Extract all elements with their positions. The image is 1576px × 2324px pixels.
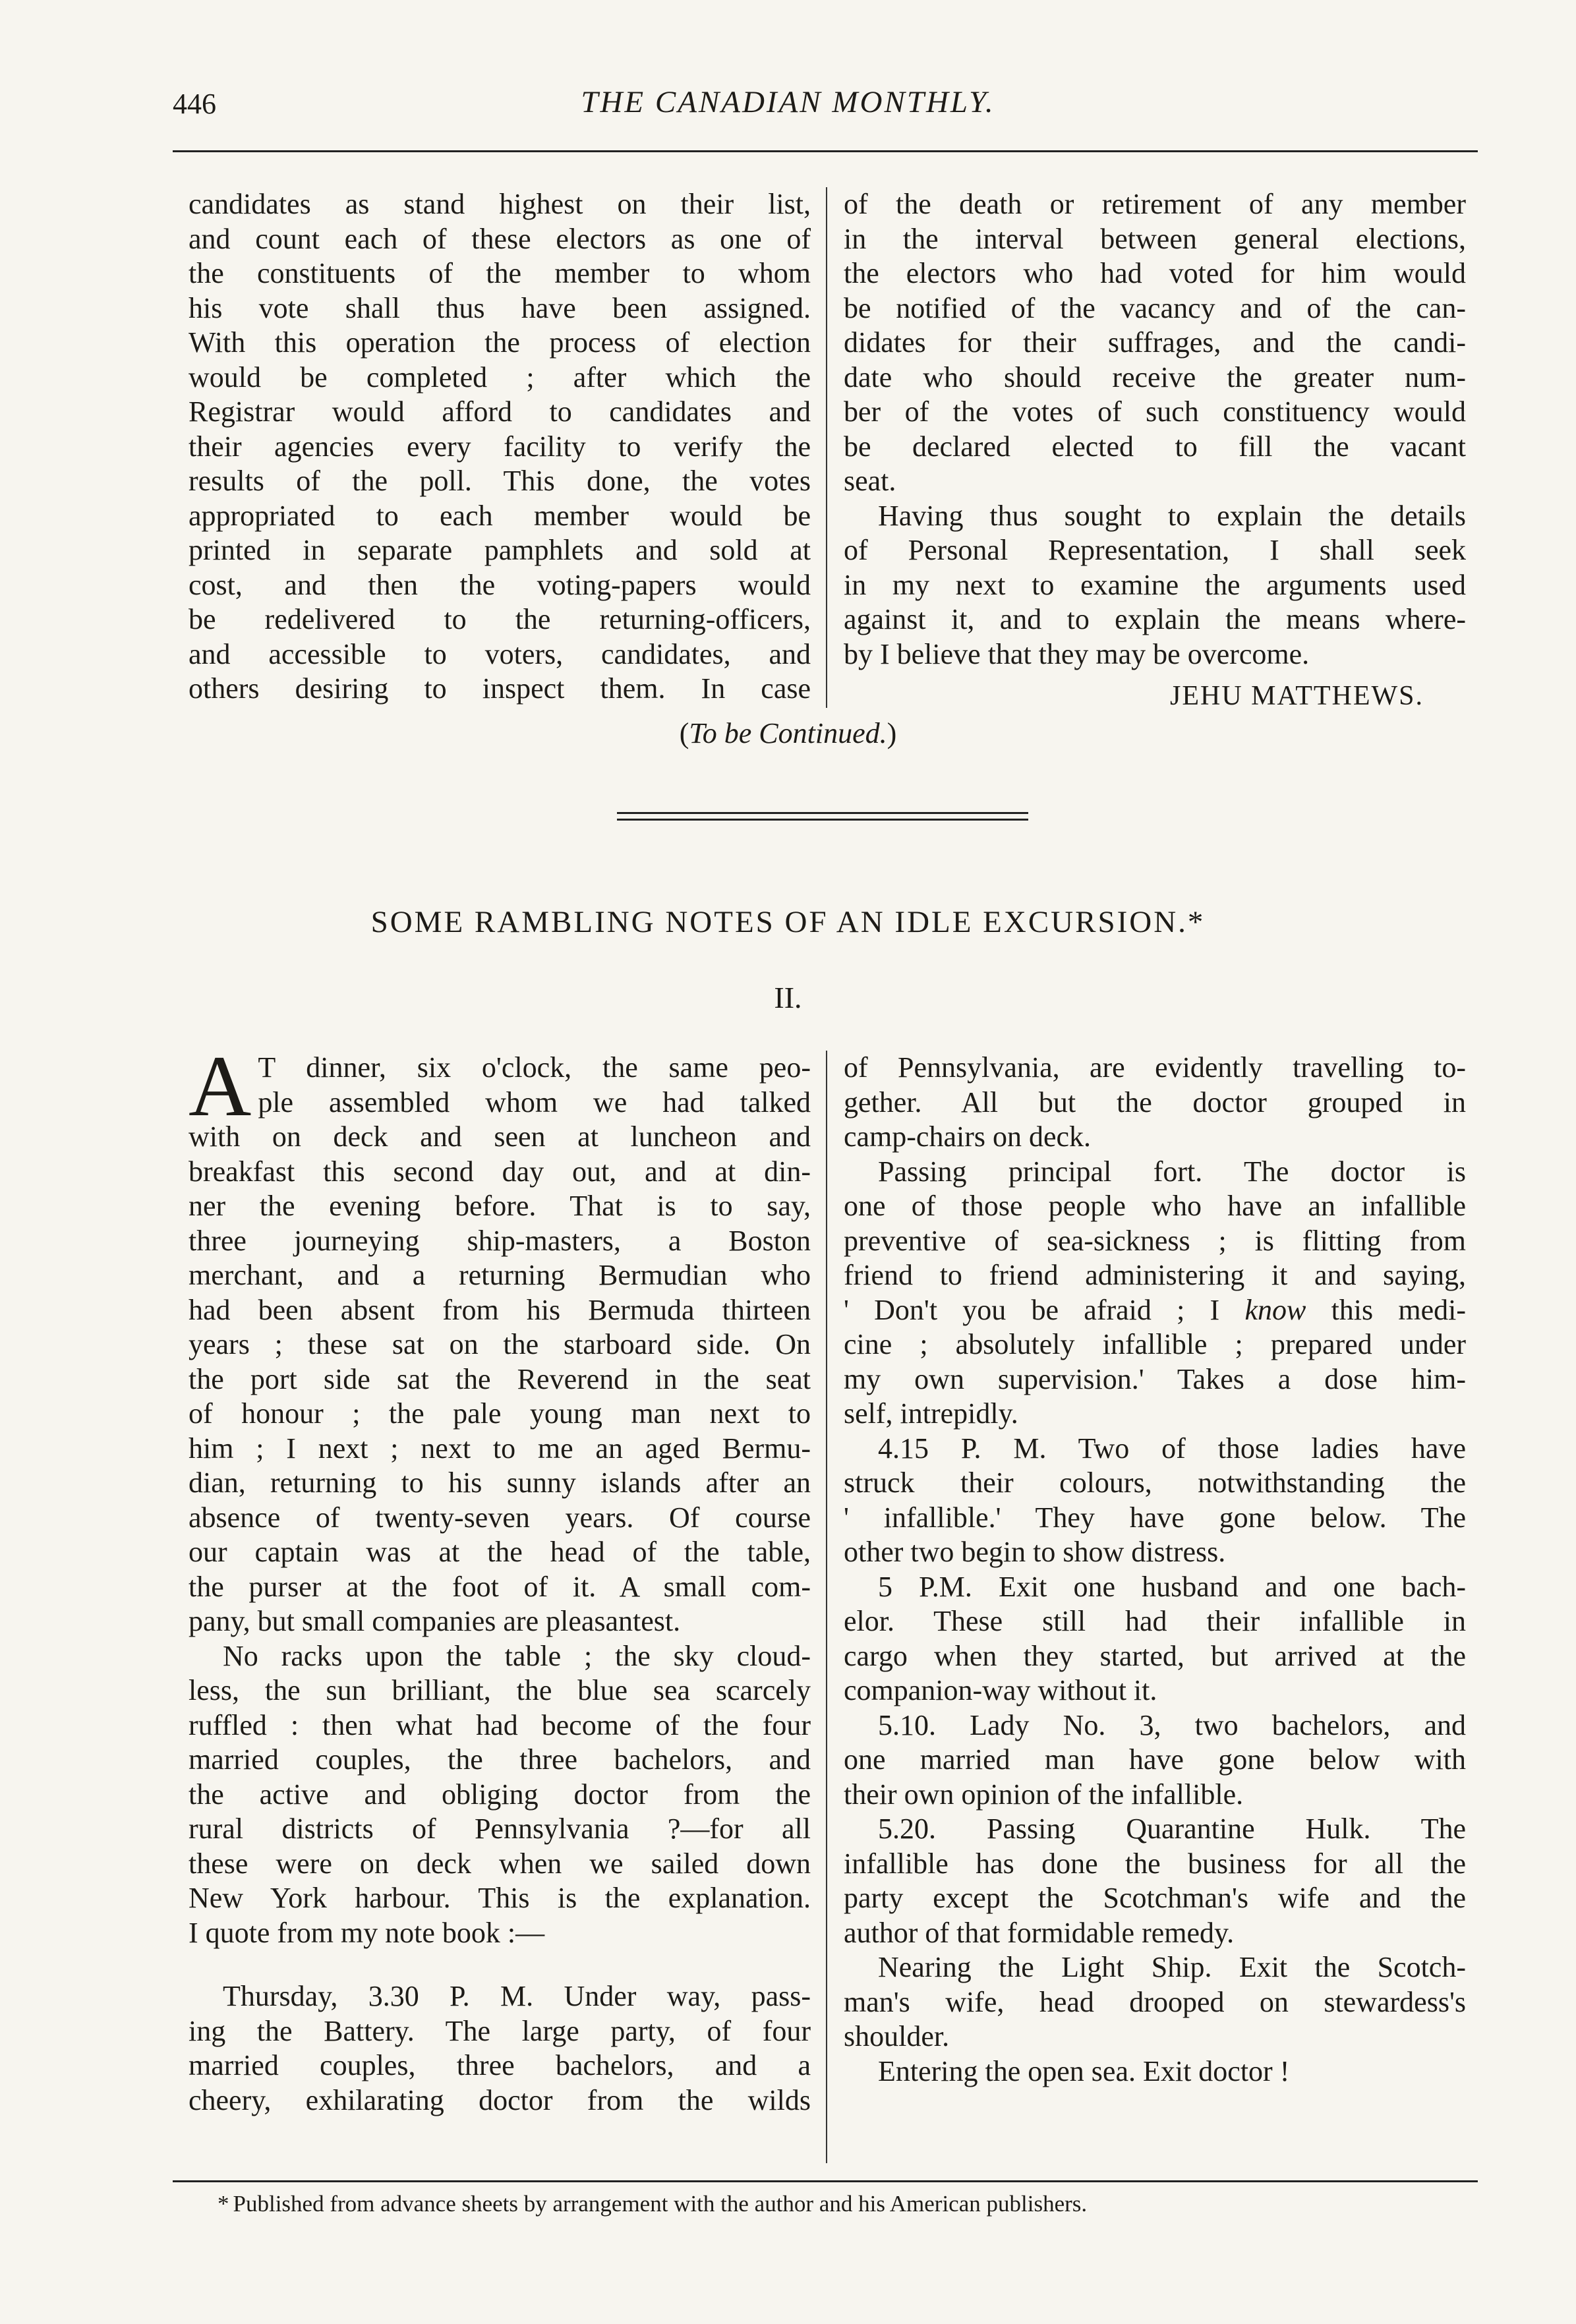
text-line: the active and obliging doctor from the	[189, 1778, 811, 1811]
continued-text: To be Continued.	[689, 717, 887, 749]
text-line: Having thus sought to explain the details	[878, 499, 1466, 532]
text-line: friend to friend administering it and saying,	[844, 1259, 1466, 1291]
text-line: years ; these sat on the starboard side. On	[189, 1328, 811, 1360]
section-rule	[617, 819, 1028, 821]
text-line: three journeying ship-masters, a Boston	[189, 1224, 811, 1257]
text-fragment: Two of those ladies have	[1046, 1432, 1466, 1465]
time-stamp: 3.30 P. M.	[368, 1980, 534, 2012]
part-number: II.	[774, 981, 802, 1014]
text-line: these were on deck when we sailed down	[189, 1847, 811, 1880]
text-line: in my next to examine the arguments used	[844, 568, 1466, 601]
text-line: absence of twenty-seven years. Of course	[189, 1501, 811, 1534]
drop-cap: A	[189, 1037, 252, 1134]
text-line: self, intrepidly.	[844, 1397, 1018, 1430]
text-line: the electors who had voted for him would	[844, 257, 1466, 289]
text-line: with on deck and seen at luncheon and	[189, 1120, 811, 1153]
text-line: didates for their suffrages, and the candi-	[844, 326, 1466, 359]
text-line: of the death or retirement of any member	[844, 188, 1466, 220]
text-line: be notified of the vacancy and of the can-	[844, 291, 1466, 324]
continued-note: (To be Continued.)	[679, 717, 897, 749]
text-fragment: this medi-	[1306, 1293, 1467, 1326]
footnote-text: Published from advance sheets by arrangement with the author and his American publishers.	[233, 2191, 1088, 2217]
text-line: 5.20. Passing Quarantine Hulk. The	[878, 1813, 1466, 1845]
text-line: of Personal Representation, I shall seek	[844, 534, 1466, 566]
text-line: man's wife, head drooped on stewardess's	[844, 1985, 1466, 2018]
text-line: camp-chairs on deck.	[844, 1120, 1092, 1153]
text-line: With this operation the process of election	[189, 326, 811, 359]
text-line: cargo when they started, but arrived at the	[844, 1639, 1466, 1672]
text-line: elor. These still had their infallible in	[844, 1605, 1466, 1637]
text-line: cine ; absolutely infallible ; prepared under	[844, 1328, 1466, 1360]
text-line: seat.	[844, 465, 896, 497]
text-line: party except the Scotchman's wife and the	[844, 1882, 1466, 1914]
text-line: the port side sat the Reverend in the seat	[189, 1362, 811, 1395]
text-line: author of that formidable remedy.	[844, 1916, 1235, 1949]
text-line: printed in separate pamphlets and sold at	[189, 534, 811, 566]
text-line: of honour ; the pale young man next to	[189, 1397, 811, 1430]
text-line: others desiring to inspect them. In case	[189, 672, 811, 705]
text-line: married couples, three bachelors, and a	[189, 2049, 811, 2081]
text-line: ber of the votes of such constituency would	[844, 395, 1466, 428]
text-line: 5.10. Lady No. 3, two bachelors, and	[878, 1708, 1466, 1741]
text-line: cheery, exhilarating doctor from the wilds	[189, 2083, 811, 2116]
text-line: ' infallible.' They have gone below. The	[844, 1501, 1466, 1534]
text-line: ruffled : then what had become of the four	[189, 1708, 811, 1741]
text-line: the constituents of the member to whom	[189, 257, 811, 289]
text-line: be declared elected to fill the vacant	[844, 430, 1466, 463]
text-line: New York harbour. This is the explanation.	[189, 1882, 811, 1914]
author-signature: JEHU MATTHEWS.	[1170, 681, 1424, 711]
text-line: I quote from my note book :—	[189, 1916, 545, 1949]
text-line: our captain was at the head of the table,	[189, 1536, 811, 1568]
section-rule	[617, 812, 1028, 814]
text-line: their agencies every facility to verify the	[189, 430, 811, 463]
text-line: gether. All but the doctor grouped in	[844, 1086, 1466, 1118]
text-line: less, the sun brilliant, the blue sea scarcely	[189, 1674, 811, 1706]
text-line: ing the Battery. The large party, of four	[189, 2014, 811, 2047]
text-line: my own supervision.' Takes a dose him-	[844, 1362, 1466, 1395]
text-line: Entering the open sea. Exit doctor !	[878, 2054, 1290, 2087]
text-line: preventive of sea-sickness ; is flitting from	[844, 1224, 1466, 1257]
text-line	[189, 1979, 811, 2014]
text-line: one of those people who have an infallible	[844, 1190, 1466, 1222]
text-line: infallible has done the business for all the	[844, 1847, 1466, 1880]
text-line	[844, 1293, 1466, 1328]
text-line: companion-way without it.	[844, 1674, 1157, 1706]
text-line: ple assembled whom we had talked	[258, 1086, 811, 1118]
text-line: T dinner, six o'clock, the same peo-	[258, 1051, 811, 1084]
text-line: shoulder.	[844, 2020, 950, 2052]
emphasis-text: know	[1244, 1293, 1306, 1326]
text-line: their own opinion of the infallible.	[844, 1778, 1244, 1811]
article-title: SOME RAMBLING NOTES OF AN IDLE EXCURSION.*	[370, 905, 1206, 939]
text-line: had been absent from his Bermuda thirteen	[189, 1293, 811, 1326]
text-fragment: Under way, pass-	[533, 1980, 811, 2012]
text-line: date who should receive the greater num-	[844, 361, 1466, 393]
text-line: breakfast this second day out, and at din-	[189, 1155, 811, 1188]
article-a-left-column	[189, 187, 811, 707]
time-stamp: 4.15 P. M.	[878, 1432, 1047, 1465]
text-line: Passing principal fort. The doctor is	[878, 1155, 1466, 1188]
text-line: would be completed ; after which the	[189, 361, 811, 393]
text-line: struck their colours, notwithstanding the	[844, 1467, 1466, 1499]
text-line: appropriated to each member would be	[189, 499, 811, 532]
text-line: married couples, the three bachelors, and	[189, 1743, 811, 1776]
text-line: against it, and to explain the means where-	[844, 603, 1466, 635]
text-line: candidates as stand highest on their list,	[189, 188, 811, 220]
text-fragment: Thursday,	[223, 1980, 368, 2012]
text-fragment: ' Don't you be afraid ; I	[844, 1293, 1245, 1326]
column-divider	[826, 187, 827, 708]
article-b-left-column	[189, 1037, 811, 2118]
text-line: cost, and then the voting-papers would	[189, 568, 811, 601]
text-line: by I believe that they may be overcome.	[844, 637, 1310, 670]
text-line: his vote shall thus have been assigned.	[189, 291, 811, 324]
text-line: in the interval between general elections,	[844, 222, 1466, 255]
text-line: be redelivered to the returning-officers,	[189, 603, 811, 635]
header-rule	[173, 150, 1478, 152]
text-line: Nearing the Light Ship. Exit the Scotch-	[878, 1951, 1466, 1983]
text-line: one married man have gone below with	[844, 1743, 1466, 1776]
time-stamp: 5 P.M.	[878, 1570, 972, 1603]
text-line: other two begin to show distress.	[844, 1536, 1226, 1568]
text-line: pany, but small companies are pleasantest.	[189, 1605, 681, 1637]
text-line: ner the evening before. That is to say,	[189, 1190, 811, 1222]
page-number: 446	[173, 88, 216, 120]
text-line: and accessible to voters, candidates, and	[189, 637, 811, 670]
text-line: the purser at the foot of it. A small com-	[189, 1570, 811, 1603]
text-line: merchant, and a returning Bermudian who	[189, 1259, 811, 1291]
text-line: and count each of these electors as one of	[189, 222, 811, 255]
text-line: of Pennsylvania, are evidently travelling to-	[844, 1051, 1466, 1084]
text-line	[844, 1432, 1466, 1467]
text-line: No racks upon the table ; the sky cloud-	[223, 1639, 811, 1672]
footnote-symbol: *	[218, 2191, 229, 2217]
running-title: THE CANADIAN MONTHLY.	[581, 85, 995, 119]
text-line: rural districts of Pennsylvania ?—for all	[189, 1813, 811, 1845]
footnote	[218, 2191, 1087, 2217]
footnote-rule	[173, 2180, 1478, 2182]
text-line	[844, 1570, 1466, 1605]
text-line: Registrar would afford to candidates and	[189, 395, 811, 428]
text-line: dian, returning to his sunny islands after an	[189, 1467, 811, 1499]
text-line: results of the poll. This done, the votes	[189, 465, 811, 497]
text-fragment: Exit one husband and one bach-	[972, 1570, 1467, 1603]
text-line: him ; I next ; next to me an aged Bermu-	[189, 1432, 811, 1465]
column-divider	[826, 1051, 827, 2163]
article-b-right-column	[844, 1051, 1466, 2089]
article-a-right-column	[844, 187, 1466, 672]
